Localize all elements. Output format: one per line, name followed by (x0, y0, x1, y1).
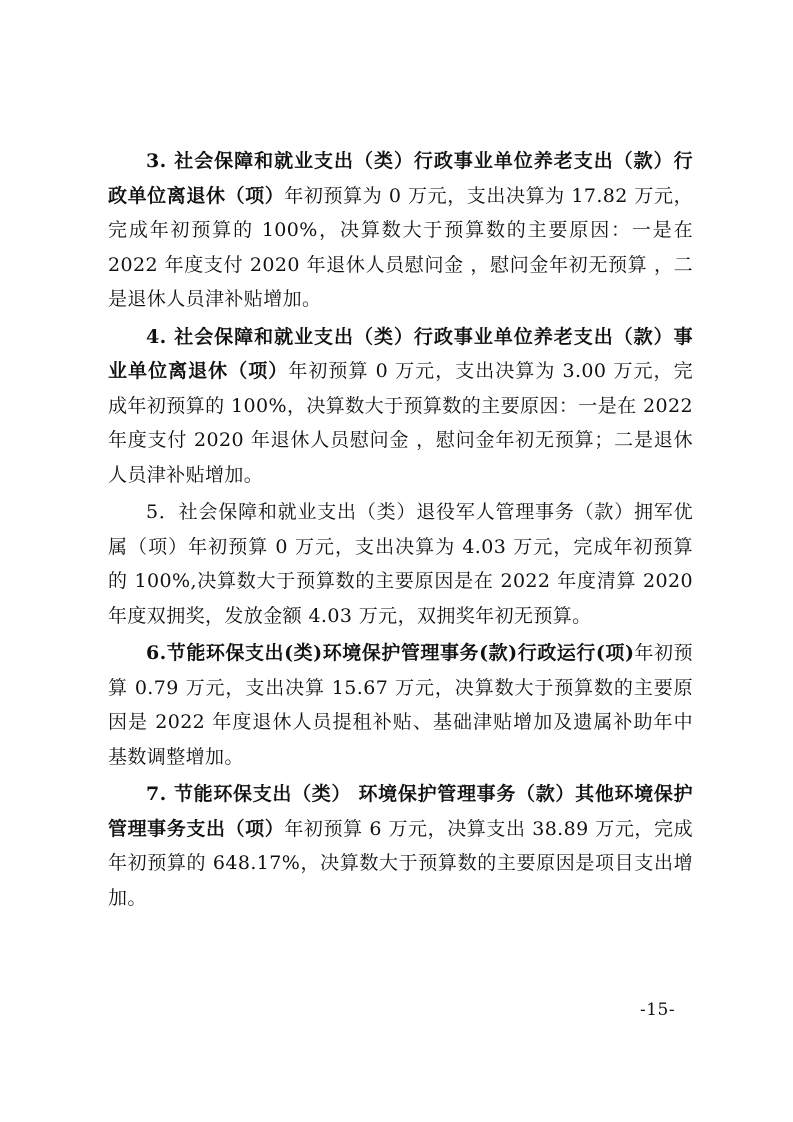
paragraph-6-text: 年初预算 0.79 万元，支出决算 15.67 万元，决算数大于预算数的主要原因是 2022 年度退休人员提租补贴、基础津贴增加及遗属补助年中基数调整增加。 (108, 642, 694, 768)
paragraph-7-heading: 7. 节能环保支出（类） 环境保护管理事务（款）其他环境保护管理事务支出（项） (108, 783, 693, 840)
paragraph-7 (108, 777, 693, 915)
paragraph-3 (108, 144, 693, 317)
paragraph-4-heading: 4. 社会保障和就业支出（类）行政事业单位养老支出（款）事业单位离退休（项） (108, 325, 693, 382)
paragraph-5-text: 5．社会保障和就业支出（类）退役军人管理事务（款）拥军优属（项）年初预算 0 万元，支出决算为 4.03 万元，完成年初预算的 100%,决算数大于预算数的主要原因是在 2022 年度清算 2020 年度双拥奖，发放金额 4.03 万元，双拥奖年初无预算。 (108, 501, 693, 627)
paragraph-5 (108, 495, 693, 633)
paragraph-3-text: 年初预算为 0 万元，支出决算为 17.82 万元，完成年初预算的 100%，决算数大于预算数的主要原因：一是在 2022 年度支付 2020 年退休人员慰问金 ，慰问金年初无预算 ，二是退休人员津补贴增加。 (108, 184, 693, 310)
paragraph-7-text: 年初预算 6 万元，决算支出 38.89 万元，完成年初预算的 648.17%，决算数大于预算数的主要原因是项目支出增加。 (108, 817, 693, 909)
paragraph-3-heading: 3. 社会保障和就业支出（类）行政事业单位养老支出（款）行政单位离退休（项） (108, 150, 693, 207)
document-body (108, 144, 693, 918)
paragraph-4-text: 年初预算 0 万元，支出决算为 3.00 万元，完成年初预算的 100%，决算数大于预算数的主要原因：一是在 2022 年度支付 2020 年退休人员慰问金 ，慰问金年初无预算；二是退休人员津补贴增加。 (108, 360, 693, 486)
paragraph-6-heading: 6.节能环保支出(类)环境保护管理事务(款)行政运行(项) (146, 642, 635, 664)
paragraph-4 (108, 320, 693, 493)
page-number: -15- (640, 1000, 676, 1020)
paragraph-6 (108, 636, 693, 774)
